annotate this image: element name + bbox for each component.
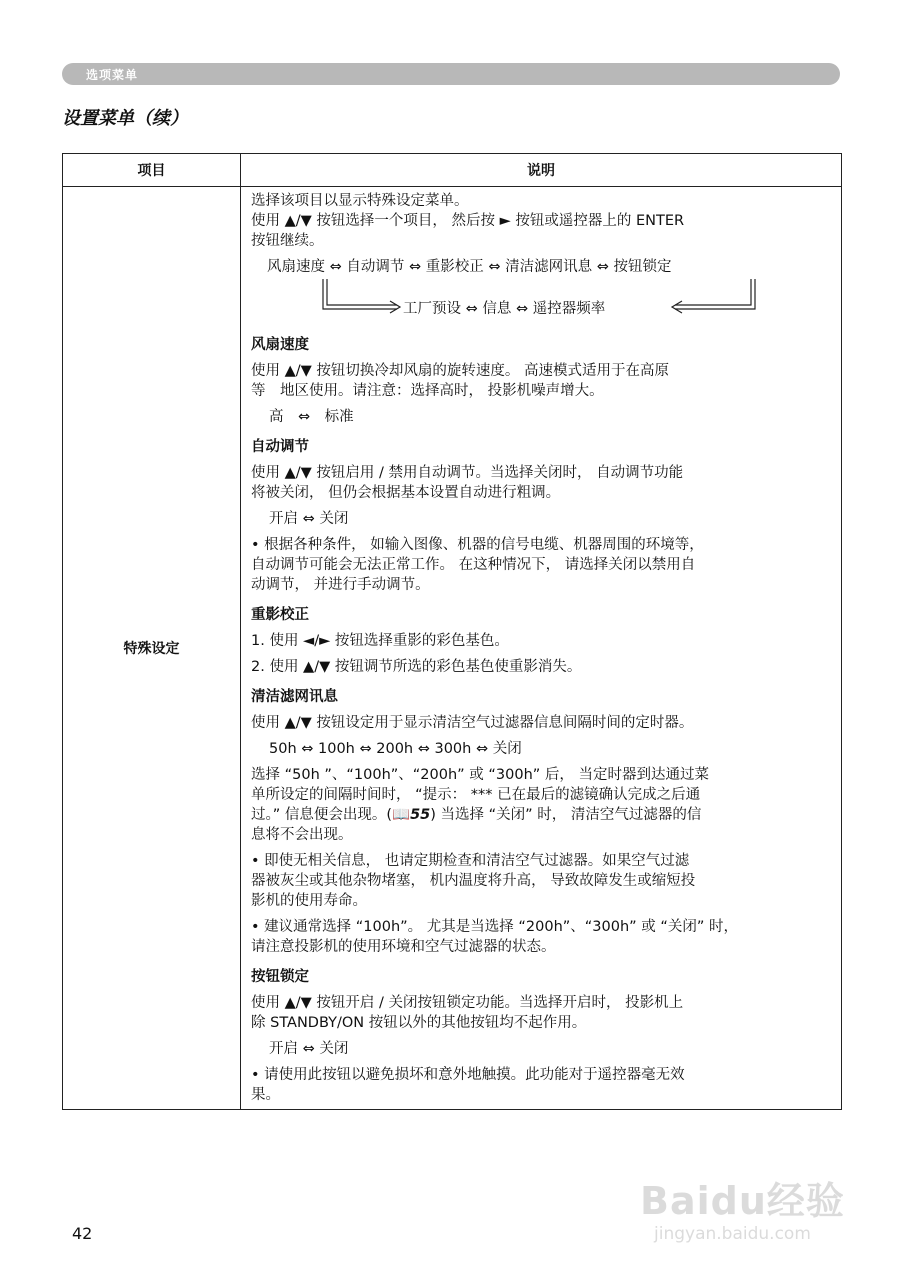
filter-para-3 <box>251 805 835 825</box>
auto-adjust-title: 自动调节 <box>251 439 309 455</box>
auto-adjust-note-1: • 根据各种条件， 如输入图像、机器的信号电缆、机器周围的环境等， <box>251 537 704 553</box>
item-description <box>241 187 842 1110</box>
settings-table <box>62 153 842 1110</box>
filter-note-2-line-1: • 建议通常选择 “100h”。 尤其是当选择 “200h”、“300h” 或 “关闭” 时， <box>251 919 739 935</box>
auto-adjust-options: 开启 ⇔ 关闭 <box>269 511 349 527</box>
item-name: 特殊设定 <box>63 187 241 1110</box>
auto-adjust-note-3: 动调节， 并进行手动调节。 <box>251 577 430 593</box>
filter-line-1: 使用 ▲/▼ 按钮设定用于显示清洁空气过滤器信息间隔时间的定时器。 <box>251 715 694 731</box>
auto-adjust-note-2: 自动调节可能会无法正常工作。 在这种情况下， 请选择关闭以禁用自 <box>251 557 696 573</box>
filter-para-2: 单所设定的间隔时间时， “提示： *** 已在最后的滤镜确认完成之后通 <box>251 787 701 803</box>
fan-speed-title: 风扇速度 <box>251 337 309 353</box>
auto-adjust-line-2: 将被关闭， 但仍会根据基本设置自动进行粗调。 <box>251 485 561 501</box>
filter-note-1-line-3: 影机的使用寿命。 <box>251 893 367 909</box>
section-label: 选项菜单 <box>86 68 139 82</box>
button-lock-line-1: 使用 ▲/▼ 按钮开启 / 关闭按钮锁定功能。当选择开启时， 投影机上 <box>251 995 684 1011</box>
intro-line-3: 按钮继续。 <box>251 233 324 249</box>
fan-speed-line-1: 使用 ▲/▼ 按钮切换冷却风扇的旋转速度。 高速模式适用于在高原 <box>251 363 670 379</box>
watermark <box>640 1160 860 1260</box>
watermark-logo: Baidu经验 <box>640 1179 845 1223</box>
intro-line-2: 使用 ▲/▼ 按钮选择一个项目， 然后按 ► 按钮或遥控器上的 ENTER <box>251 213 685 229</box>
filter-options: 50h ⇔ 100h ⇔ 200h ⇔ 300h ⇔ 关闭 <box>269 741 522 757</box>
column-header-item: 项目 <box>63 154 241 187</box>
table-row <box>63 187 842 1110</box>
menu-flow-diagram <box>251 257 835 325</box>
filter-para-3-post: ) 当选择 “关闭” 时， 清洁空气过滤器的信 <box>430 807 702 823</box>
ghost-title: 重影校正 <box>251 607 309 623</box>
page-title: 设置菜单（续） <box>62 108 188 129</box>
button-lock-note-2: 果。 <box>251 1087 280 1103</box>
filter-para-1: 选择 “50h ”、“100h”、“200h” 或 “300h” 后， 当定时器到达通过菜 <box>251 767 709 783</box>
filter-message-title: 清洁滤网讯息 <box>251 689 338 705</box>
filter-note-1-line-1: • 即使无相关信息， 也请定期检查和清洁空气过滤器。如果空气过滤 <box>251 853 690 869</box>
flow-row-1: 风扇速度 ⇔ 自动调节 ⇔ 重影校正 ⇔ 清洁滤网讯息 ⇔ 按钮锁定 <box>267 259 672 275</box>
filter-para-4: 息将不会出现。 <box>251 827 353 843</box>
button-lock-note-1: • 请使用此按钮以避免损坏和意外地触摸。此功能对于遥控器毫无效 <box>251 1067 685 1083</box>
flow-row-2: 工厂预设 ⇔ 信息 ⇔ 遥控器频率 <box>403 301 606 317</box>
page-reference-link[interactable]: 55 <box>410 807 431 823</box>
filter-note-2-line-2: 请注意投影机的使用环境和空气过滤器的状态。 <box>251 939 556 955</box>
fan-speed-line-2: 等 地区使用。请注意：选择高时， 投影机噪声增大。 <box>251 383 604 399</box>
filter-para-3-pre: 过。” 信息便会出现。( <box>251 807 393 823</box>
auto-adjust-line-1: 使用 ▲/▼ 按钮启用 / 禁用自动调节。当选择关闭时， 自动调节功能 <box>251 465 684 481</box>
page-number: 42 <box>72 1224 93 1243</box>
fan-speed-options: 高 ⇔ 标准 <box>269 409 354 425</box>
book-icon: 📖 <box>392 807 411 823</box>
button-lock-options: 开启 ⇔ 关闭 <box>269 1041 349 1057</box>
column-header-description: 说明 <box>241 154 842 187</box>
filter-note-1-line-2: 器被灰尘或其他杂物堵塞， 机内温度将升高， 导致故障发生或缩短投 <box>251 873 696 889</box>
ghost-step-2: 2. 使用 ▲/▼ 按钮调节所选的彩色基色使重影消失。 <box>251 659 582 675</box>
watermark-url: jingyan.baidu.com <box>654 1224 811 1244</box>
section-header-bar <box>62 63 840 85</box>
intro-line-1: 选择该项目以显示特殊设定菜单。 <box>251 193 469 209</box>
ghost-step-1: 1. 使用 ◄/► 按钮选择重影的彩色基色。 <box>251 633 509 649</box>
button-lock-line-2: 除 STANDBY/ON 按钮以外的其他按钮均不起作用。 <box>251 1015 587 1031</box>
button-lock-title: 按钮锁定 <box>251 969 309 985</box>
